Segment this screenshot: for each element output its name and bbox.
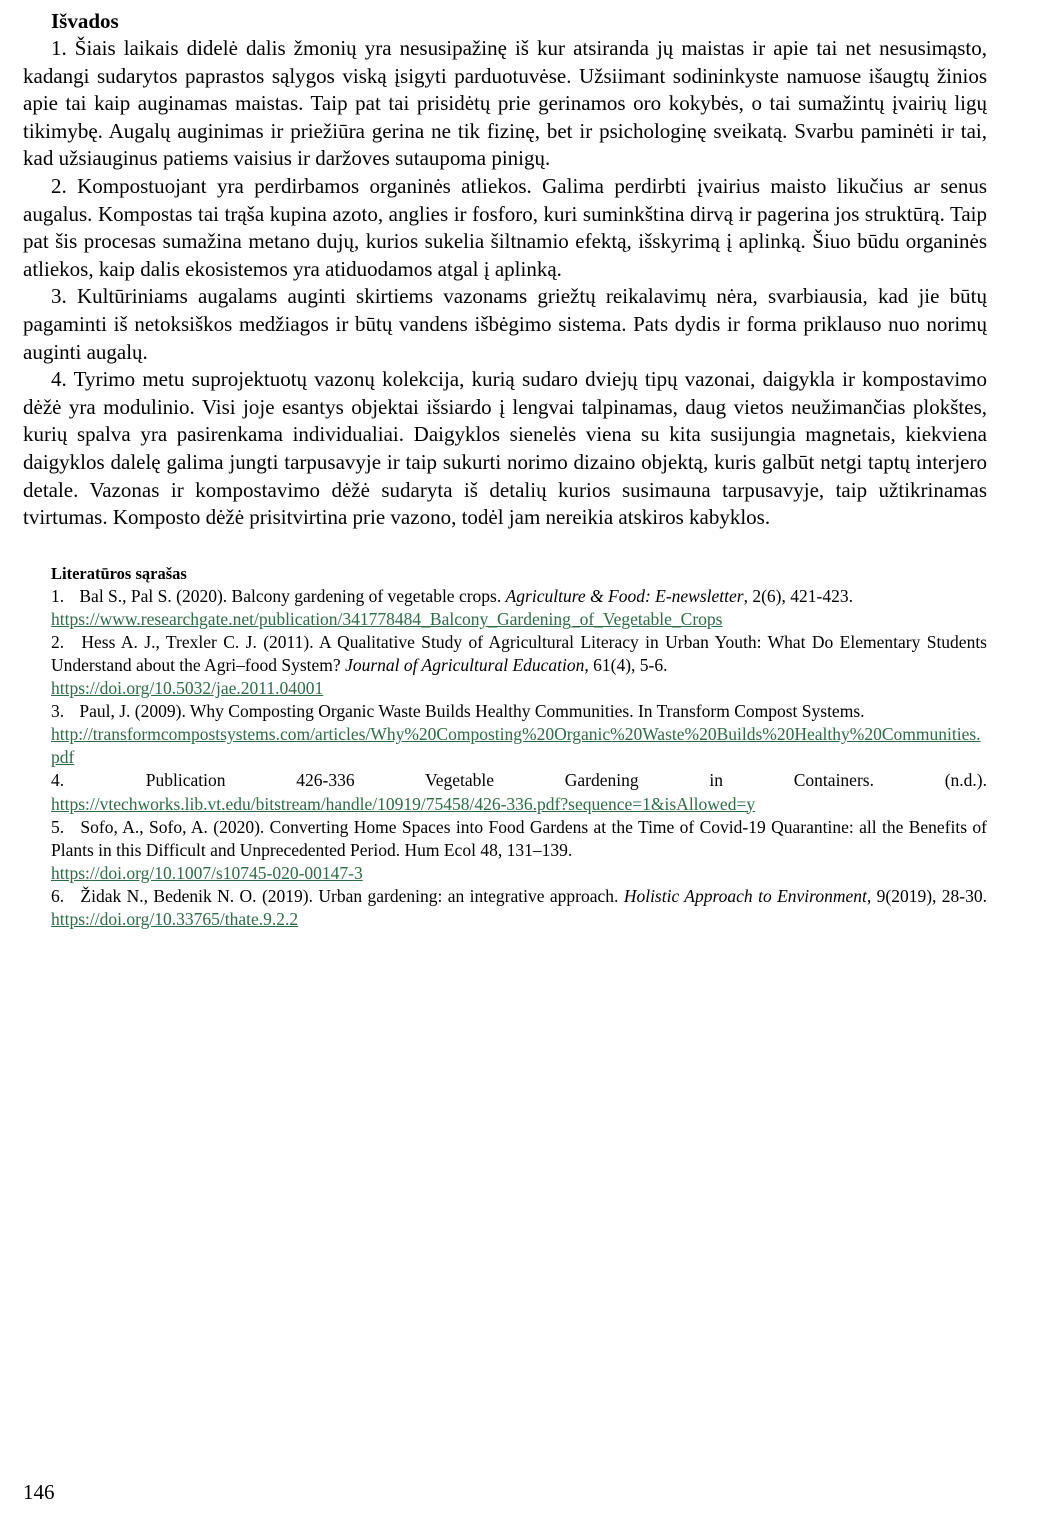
reference-item xyxy=(51,631,987,700)
reference-number: 5. xyxy=(51,816,65,837)
reference-text: Paul, J. (2009). Why Composting Organic Waste Builds Healthy Communities. In Transform Compost Systems. xyxy=(79,701,865,722)
reference-item xyxy=(51,700,987,769)
reference-details: , 2(6), 421-423. xyxy=(743,585,853,606)
reference-journal: Holistic Approach to Environment xyxy=(623,885,867,906)
reference-number: 6. xyxy=(51,885,65,906)
reference-text: Sofo, A., Sofo, A. (2020). Converting Home Spaces into Food Gardens at the Time of Covid-19 Quarantine: all the Benefits of Plants in this Difficult and Unprecedented Period. Hum Ecol 48, 131–139. xyxy=(51,816,988,860)
references-title: Literatūros sąrašas xyxy=(51,563,187,583)
reference-journal: Journal of Agricultural Education xyxy=(345,654,585,675)
reference-link[interactable]: http://transformcompostsystems.com/articles/Why%20Composting%20Organic%20Waste%20Builds%20Healthy%20Communities.pdf xyxy=(51,724,981,768)
reference-item xyxy=(51,885,987,931)
conclusions-section xyxy=(23,35,987,532)
reference-link[interactable]: https://vtechworks.lib.vt.edu/bitstream/handle/10919/75458/426-336.pdf?sequence=1&isAllowed=y xyxy=(51,793,756,814)
conclusion-paragraph: 1. Šiais laikais didelė dalis žmonių yra nesusipažinę iš kur atsiranda jų maistas ir apie tai net nesusimąsto, kadangi sudarytos paprastos sąlygos viską įsigyti parduotuvėse. Užsiimant sodininkyste namuose išaugtų žinios apie tai kaip auginamas maistas. Taip pat tai prisidėtų prie gerinamos oro kokybės, o tai sumažintų įvairių ligų tikimybę. Augalų auginimas ir priežiūra gerina ne tik fizinę, bet ir psichologinę sveikatą. Svarbu paminėti ir tai, kad užsiauginus patiems vaisius ir daržoves sutaupoma pinigų. xyxy=(23,36,987,171)
reference-item xyxy=(51,585,987,631)
references-list xyxy=(51,585,987,931)
references-section xyxy=(23,562,987,931)
conclusion-paragraph: 4. Tyrimo metu suprojektuotų vazonų kolekcija, kurią sudaro dviejų tipų vazonai, daigykla ir kompostavimo dėžė yra modulinio. Visi joje esantys objektai išsiardo į lengvai talpinamas, daug vietos neužimančias plokštes, kurių spalva yra pasirenkama individualiai. Daigyklos sienelės viena su kita susijungia magnetais, kiekviena daigyklos dalelę galima jungti tarpusavyje ir taip sukurti norimo dizaino objektą, kuris galbūt netgi taptų interjero detale. Vazonas ir kompostavimo dėžė sudaryta iš detalių kurios susimauna tarpusavyje, taip užtikrinamas tvirtumas. Komposto dėžė prisitvirtina prie vazono, todėl jam nereikia atskiros kabyklos. xyxy=(23,367,987,530)
reference-link[interactable]: https://doi.org/10.5032/jae.2011.04001 xyxy=(51,678,324,699)
reference-text: Publication 426-336 Vegetable Gardening in Containers. (n.d.). xyxy=(145,770,988,791)
reference-item xyxy=(51,816,987,885)
conclusion-paragraph: 2. Kompostuojant yra perdirbamos organinės atliekos. Galima perdirbti įvairius maisto likučius ar senus augalus. Kompostas tai trąša kupina azoto, anglies ir fosforo, kuri suminkština dirvą ir pagerina jos struktūrą. Taip pat šis procesas sumažina metano dujų, kurios sukelia šiltnamio efektą, išskyrimą į aplinką. Šiuo būdu organinės atliekos, kaip dalis ekosistemos yra atiduodamos atgal į aplinką. xyxy=(23,173,987,281)
reference-text: Židak N., Bedenik N. O. (2019). Urban gardening: an integrative approach. xyxy=(80,885,619,906)
conclusion-paragraph: 3. Kultūriniams augalams auginti skirtiems vazonams griežtų reikalavimų nėra, svarbiausia, kad jie būtų pagaminti iš netoksiškos medžiagos ir būtų vandens išbėgimo sistema. Pats dydis ir forma priklauso nuo norimų auginti augalų. xyxy=(23,284,987,364)
reference-item xyxy=(51,769,987,815)
page-content xyxy=(23,8,987,931)
reference-details: , 61(4), 5-6. xyxy=(584,654,668,675)
conclusions-title: Išvados xyxy=(51,9,119,33)
reference-link[interactable]: https://doi.org/10.33765/thate.9.2.2 xyxy=(51,909,299,929)
reference-number: 3. xyxy=(51,701,65,722)
reference-text: Hess A. J., Trexler C. J. (2011). A Qualitative Study of Agricultural Literacy in Urban Youth: What Do Elementary Students Understand about the Agri–food System? xyxy=(51,631,987,675)
reference-number: 1. xyxy=(51,585,65,606)
reference-journal: Agriculture & Food: E-newsletter xyxy=(505,585,744,606)
reference-number: 4. xyxy=(51,770,65,791)
reference-number: 2. xyxy=(51,631,65,652)
reference-text: Bal S., Pal S. (2020). Balcony gardening of vegetable crops. xyxy=(79,585,502,606)
reference-link[interactable]: https://doi.org/10.1007/s10745-020-00147-3 xyxy=(51,862,363,883)
reference-details: , 9(2019), 28-30. xyxy=(866,885,988,906)
reference-link[interactable]: https://www.researchgate.net/publication/341778484_Balcony_Gardening_of_Vegetable_Crops xyxy=(51,608,723,629)
page-number: 146 xyxy=(23,1480,55,1504)
